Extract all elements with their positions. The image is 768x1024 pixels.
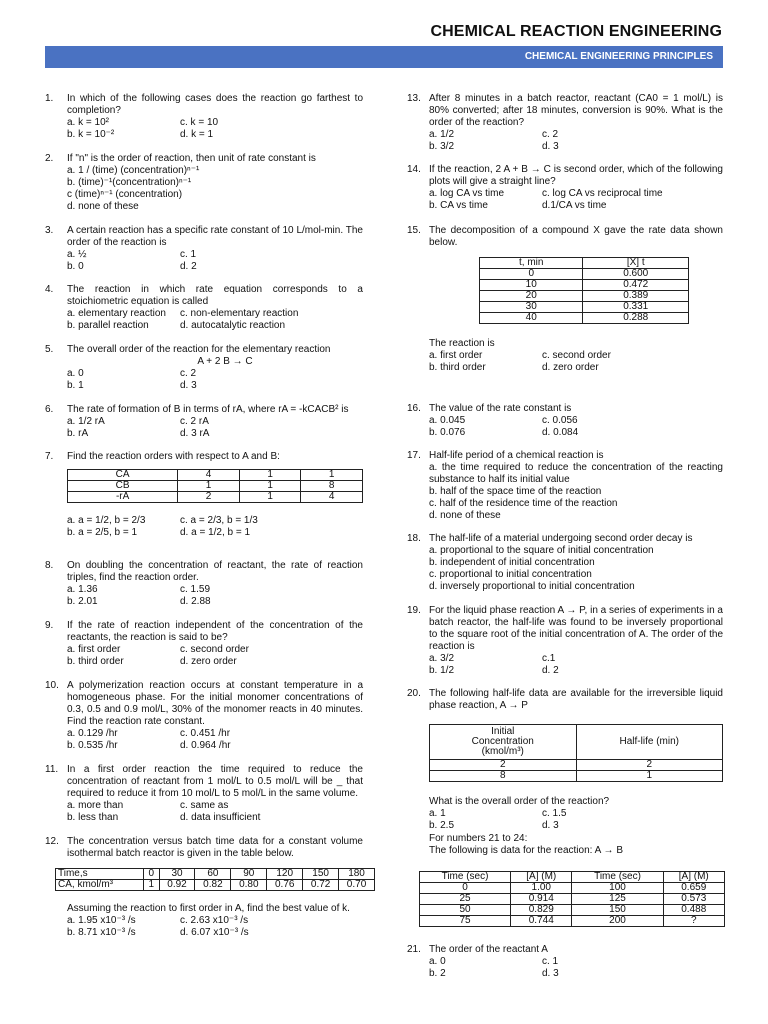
table-cell: 0.472	[583, 280, 689, 291]
option-a: a. 1	[429, 808, 446, 819]
question-number: 10.	[45, 680, 59, 691]
option-d: d. 6.07 x10⁻³ /s	[180, 927, 249, 938]
table-cell: 8	[301, 481, 363, 492]
question-9	[45, 620, 363, 668]
table-cell: [A] (M)	[511, 872, 572, 883]
intro-line: For numbers 21 to 24:	[429, 833, 528, 844]
option-b: b. third order	[429, 362, 486, 373]
option-c: c. k = 10	[180, 117, 219, 128]
table-cell: 0.92	[159, 880, 195, 891]
option-a: a. first order	[429, 350, 483, 361]
option-b: b. 1/2	[429, 665, 455, 676]
table-cell: 30	[159, 869, 195, 880]
option-d: d. 0.084	[542, 427, 579, 438]
question-18	[407, 533, 723, 593]
table-cell: 4	[301, 492, 363, 503]
option-a: a. log CA vs time	[429, 188, 505, 199]
question-number: 1.	[45, 93, 54, 104]
table-cell: 0	[144, 869, 160, 880]
rate-data-table	[67, 469, 363, 503]
table-cell: 125	[572, 894, 663, 905]
table-cell: 1	[301, 470, 363, 481]
option-c: c. 1	[542, 956, 559, 967]
table-cell: Time (sec)	[572, 872, 663, 883]
table-cell: 0	[420, 883, 511, 894]
option-c: c. proportional to initial concentration	[429, 569, 592, 580]
table-cell: 0.331	[583, 302, 689, 313]
table-cell: 0.744	[511, 916, 572, 927]
option-d: d. 2	[542, 665, 559, 676]
option-d: d. autocatalytic reaction	[180, 320, 286, 331]
option-d: d. 2.88	[180, 596, 211, 607]
option-c: c. second order	[542, 350, 611, 361]
table-cell: 0.288	[583, 313, 689, 324]
option-a: a. a = 1/2, b = 2/3	[67, 515, 146, 526]
question-text: In a first order reaction the time required to reduce the concentration of reactant from 1 mol/L to 0.5 mol/L will be _ that required to reduce it from 10 mol/L to 5 mol/L in the same volume.	[67, 764, 363, 799]
question-5	[45, 344, 363, 392]
table-cell: 60	[195, 869, 231, 880]
question-prompt: What is the overall order of the reaction?	[429, 796, 610, 807]
question-number: 20.	[407, 688, 421, 699]
table-row	[480, 302, 689, 313]
question-3	[45, 225, 363, 273]
table-cell: 120	[267, 869, 303, 880]
table-cell: [A] (M)	[663, 872, 724, 883]
option-c: c. 1.59	[180, 584, 211, 595]
reaction-data-table	[419, 871, 725, 927]
data-intro-21-24	[407, 833, 723, 927]
option-b: b. 0	[67, 261, 84, 272]
question-text: The value of the rate constant is	[429, 403, 572, 414]
question-1	[45, 93, 363, 141]
table-cell: 150	[303, 869, 339, 880]
table-row	[68, 492, 363, 503]
table-cell: CA, kmol/m³	[56, 880, 144, 891]
table-cell: 30	[480, 302, 583, 313]
table-cell: 10	[480, 280, 583, 291]
option-b: b. third order	[67, 656, 124, 667]
option-c: c. 0.451 /hr	[180, 728, 231, 739]
question-number: 14.	[407, 164, 421, 175]
option-b: b. k = 10⁻²	[67, 129, 115, 140]
table-cell: [X] t	[583, 258, 689, 269]
option-d: d.1/CA vs time	[542, 200, 607, 211]
question-8	[45, 560, 363, 608]
table-cell: 0.70	[339, 880, 375, 891]
question-15	[407, 225, 723, 374]
question-11	[45, 764, 363, 824]
option-c: c. a = 2/3, b = 1/3	[180, 515, 258, 526]
question-number: 2.	[45, 153, 54, 164]
table-cell: 0.76	[267, 880, 303, 891]
question-number: 12.	[45, 836, 59, 847]
question-17	[407, 450, 723, 522]
option-b: b. a = 2/5, b = 1	[67, 527, 138, 538]
table-row	[420, 883, 725, 894]
option-a: a. elementary reaction	[67, 308, 166, 319]
question-10	[45, 680, 363, 752]
question-16	[407, 403, 723, 439]
option-d: d. 0.964 /hr	[180, 740, 231, 751]
table-cell: 90	[231, 869, 267, 880]
table-cell: 1	[576, 771, 723, 782]
table-cell: 4	[178, 470, 240, 481]
option-c: c. log CA vs reciprocal time	[542, 188, 663, 199]
question-instruction: Assuming the reaction to first order in A, find the best value of k.	[67, 903, 350, 914]
option-d: d. data insufficient	[180, 812, 261, 823]
table-cell: CB	[68, 481, 178, 492]
option-a: a. proportional to the square of initial concentration	[429, 545, 654, 556]
option-b: b. less than	[67, 812, 119, 823]
question-text: For the liquid phase reaction A → P, in a series of experiments in a batch reactor, the half-life was found to be inversely proportional to the square root of the initial concentration of A. The order of the reaction is	[429, 605, 723, 652]
option-d: d. 3	[542, 141, 559, 152]
option-c: c. same as	[180, 800, 229, 811]
option-a: a. 1/2 rA	[67, 416, 105, 427]
table-cell: 1	[239, 470, 301, 481]
option-b: b. 1	[67, 380, 84, 391]
table-cell: 1	[178, 481, 240, 492]
table-cell: 150	[572, 905, 663, 916]
option-c: c. 2	[180, 368, 197, 379]
table-row	[420, 894, 725, 905]
option-c: c. non-elementary reaction	[180, 308, 299, 319]
question-text: On doubling the concentration of reactant, the rate of reaction triples, find the reaction order.	[67, 560, 363, 583]
option-a: a. 0.129 /hr	[67, 728, 118, 739]
question-text: If the rate of reaction independent of the concentration of the reactants, the reaction is said to be?	[67, 620, 363, 643]
table-cell: -rA	[68, 492, 178, 503]
question-number: 4.	[45, 284, 54, 295]
option-b: b. half of the space time of the reaction	[429, 486, 602, 497]
option-c: c. 1	[180, 249, 197, 260]
option-d: d. 2	[180, 261, 197, 272]
option-c: c. 1.5	[542, 808, 567, 819]
decomposition-data-table	[479, 257, 689, 324]
table-cell: 2	[178, 492, 240, 503]
reaction-equation: A + 2 B → C	[197, 356, 253, 367]
option-a: a. 3/2	[429, 653, 455, 664]
table-cell: 2	[430, 760, 577, 771]
option-b: b. 2.01	[67, 596, 98, 607]
table-cell: 75	[420, 916, 511, 927]
table-row	[420, 872, 725, 883]
table-row	[68, 470, 363, 481]
option-c: c. half of the residence time of the reaction	[429, 498, 618, 509]
table-row	[56, 869, 375, 880]
option-a: a. ½	[67, 249, 87, 260]
option-d: d. 3	[542, 968, 559, 979]
option-b: b. (time)⁻¹(concentration)ⁿ⁻¹	[67, 177, 192, 188]
table-row	[56, 880, 375, 891]
table-row	[480, 280, 689, 291]
table-cell: 20	[480, 291, 583, 302]
question-number: 21.	[407, 944, 421, 955]
question-20	[407, 688, 723, 832]
table-cell: 0.72	[303, 880, 339, 891]
table-cell: 50	[420, 905, 511, 916]
question-text: Half-life period of a chemical reaction is	[429, 450, 604, 461]
question-12	[45, 836, 367, 939]
table-row	[430, 760, 723, 771]
option-b: b. CA vs time	[429, 200, 488, 211]
option-b: b. parallel reaction	[67, 320, 149, 331]
option-d: d. inversely proportional to initial concentration	[429, 581, 635, 592]
table-row	[480, 291, 689, 302]
question-number: 18.	[407, 533, 421, 544]
option-d: d. none of these	[429, 510, 501, 521]
table-cell: 1	[144, 880, 160, 891]
table-cell: 0.600	[583, 269, 689, 280]
question-text: The order of the reactant A	[429, 944, 548, 955]
table-cell: 40	[480, 313, 583, 324]
question-text: The half-life of a material undergoing second order decay is	[429, 533, 693, 544]
question-text: The decomposition of a compound X gave the rate data shown below.	[429, 225, 723, 248]
table-cell: 0.82	[195, 880, 231, 891]
batch-time-table	[55, 868, 375, 891]
option-c: c (time)ⁿ⁻¹ (concentration)	[67, 189, 183, 200]
option-c: c. 2.63 x10⁻³ /s	[180, 915, 249, 926]
option-a: a. first order	[67, 644, 121, 655]
option-b: b. 2	[429, 968, 446, 979]
question-4	[45, 284, 363, 332]
table-cell: t, min	[480, 258, 583, 269]
question-6	[45, 404, 363, 440]
table-cell: 0	[480, 269, 583, 280]
option-a: a. 0	[67, 368, 84, 379]
table-cell: 180	[339, 869, 375, 880]
question-number: 11.	[45, 764, 59, 775]
question-text: A certain reaction has a specific rate constant of 10 L/mol-min. The order of the reaction is	[67, 225, 363, 248]
table-cell: 1	[239, 481, 301, 492]
question-14	[407, 164, 723, 212]
question-number: 13.	[407, 93, 421, 104]
half-life-table	[429, 724, 723, 782]
option-a: a. k = 10²	[67, 117, 109, 128]
question-13	[407, 93, 723, 153]
option-a: a. 1.36	[67, 584, 98, 595]
option-c: c. 2	[542, 129, 559, 140]
table-cell: 0.389	[583, 291, 689, 302]
option-d: d. zero order	[542, 362, 599, 373]
option-b: b. 2.5	[429, 820, 455, 831]
table-cell: 0.659	[663, 883, 724, 894]
option-c: c. 0.056	[542, 415, 578, 426]
table-cell: 0.80	[231, 880, 267, 891]
table-cell: Half-life (min)	[576, 725, 723, 760]
question-7	[45, 451, 363, 539]
table-cell: Time (sec)	[420, 872, 511, 883]
intro-line: The following is data for the reaction: A → B	[429, 845, 623, 856]
table-row	[420, 916, 725, 927]
option-b: b. independent of initial concentration	[429, 557, 595, 568]
question-prompt: The reaction is	[429, 338, 495, 349]
table-row	[430, 725, 723, 760]
question-text: The concentration versus batch time data for a constant volume isothermal batch reactor is given in the table below.	[67, 836, 363, 859]
option-a: a. 1.95 x10⁻³ /s	[67, 915, 136, 926]
question-number: 15.	[407, 225, 421, 236]
question-number: 9.	[45, 620, 54, 631]
question-number: 7.	[45, 451, 54, 462]
table-cell: 1	[239, 492, 301, 503]
option-b: b. 0.076	[429, 427, 466, 438]
option-d: d. 3	[542, 820, 559, 831]
option-c: c.1	[542, 653, 556, 664]
option-d: d. k = 1	[180, 129, 214, 140]
question-21	[407, 944, 723, 980]
table-row	[480, 269, 689, 280]
question-number: 8.	[45, 560, 54, 571]
question-text: After 8 minutes in a batch reactor, reactant (CA0 = 1 mol/L) is 80% converted; after 18 minutes, conversion is 90%. What is the order of the reaction?	[429, 93, 723, 128]
question-number: 19.	[407, 605, 421, 616]
table-row	[430, 771, 723, 782]
option-a: a. 1/2	[429, 129, 455, 140]
table-cell: 0.914	[511, 894, 572, 905]
table-cell: 0.573	[663, 894, 724, 905]
option-b: b. 0.535 /hr	[67, 740, 118, 751]
option-b: b. 3/2	[429, 141, 455, 152]
table-cell: Initial Concentration (kmol/m³)	[430, 725, 577, 760]
option-a: a. the time required to reduce the concentration of the reacting substance to half its initial value	[429, 462, 723, 485]
question-text: If the reaction, 2 A + B → C is second order, which of the following plots will give a straight line?	[429, 164, 723, 187]
option-d: d. a = 1/2, b = 1	[180, 527, 251, 538]
question-text: The overall order of the reaction for the elementary reaction	[67, 344, 331, 355]
table-row	[480, 313, 689, 324]
table-row	[68, 481, 363, 492]
option-a: a. 0	[429, 956, 446, 967]
option-a: a. 1 / (time) (concentration)ⁿ⁻¹	[67, 165, 200, 176]
question-19	[407, 605, 723, 677]
table-cell: 0.488	[663, 905, 724, 916]
question-number: 6.	[45, 404, 54, 415]
table-cell: 100	[572, 883, 663, 894]
question-text: A polymerization reaction occurs at constant temperature in a homogeneous phase. For the initial monomer concentrations of 0.3, 0.5 and 0.9 mol/L, 30% of the monomer reacts in 40 minutes. Find the reaction rate constant.	[67, 680, 363, 727]
table-cell: ?	[663, 916, 724, 927]
question-text: If "n" is the order of reaction, then unit of rate constant is	[67, 153, 316, 164]
table-row	[420, 905, 725, 916]
table-row	[480, 258, 689, 269]
option-a: a. more than	[67, 800, 124, 811]
question-2	[45, 153, 363, 213]
option-b: b. 8.71 x10⁻³ /s	[67, 927, 136, 938]
option-c: c. second order	[180, 644, 249, 655]
option-d: d. 3	[180, 380, 197, 391]
question-text: Find the reaction orders with respect to A and B:	[67, 451, 280, 462]
subtitle-banner: CHEMICAL ENGINEERING PRINCIPLES	[45, 46, 723, 68]
table-cell: 25	[420, 894, 511, 905]
document-title: CHEMICAL REACTION ENGINEERING	[430, 23, 722, 40]
option-d: d. 3 rA	[180, 428, 210, 439]
option-d: d. none of these	[67, 201, 139, 212]
question-text: The rate of formation of B in terms of rA, where rA = -kCACB² is	[67, 404, 349, 415]
question-text: In which of the following cases does the reaction go farthest to completion?	[67, 93, 363, 116]
question-text: The reaction in which rate equation corresponds to a stoichiometric equation is called	[67, 284, 363, 307]
question-number: 5.	[45, 344, 54, 355]
table-cell: 1.00	[511, 883, 572, 894]
table-cell: CA	[68, 470, 178, 481]
table-cell: 2	[576, 760, 723, 771]
table-cell: 200	[572, 916, 663, 927]
question-number: 3.	[45, 225, 54, 236]
question-text: The following half-life data are available for the irreversible liquid phase reaction, A → P	[429, 688, 723, 711]
table-cell: 0.829	[511, 905, 572, 916]
question-number: 16.	[407, 403, 421, 414]
table-cell: Time,s	[56, 869, 144, 880]
option-c: c. 2 rA	[180, 416, 209, 427]
option-b: b. rA	[67, 428, 89, 439]
question-number: 17.	[407, 450, 421, 461]
table-cell: 8	[430, 771, 577, 782]
option-d: d. zero order	[180, 656, 237, 667]
option-a: a. 0.045	[429, 415, 466, 426]
